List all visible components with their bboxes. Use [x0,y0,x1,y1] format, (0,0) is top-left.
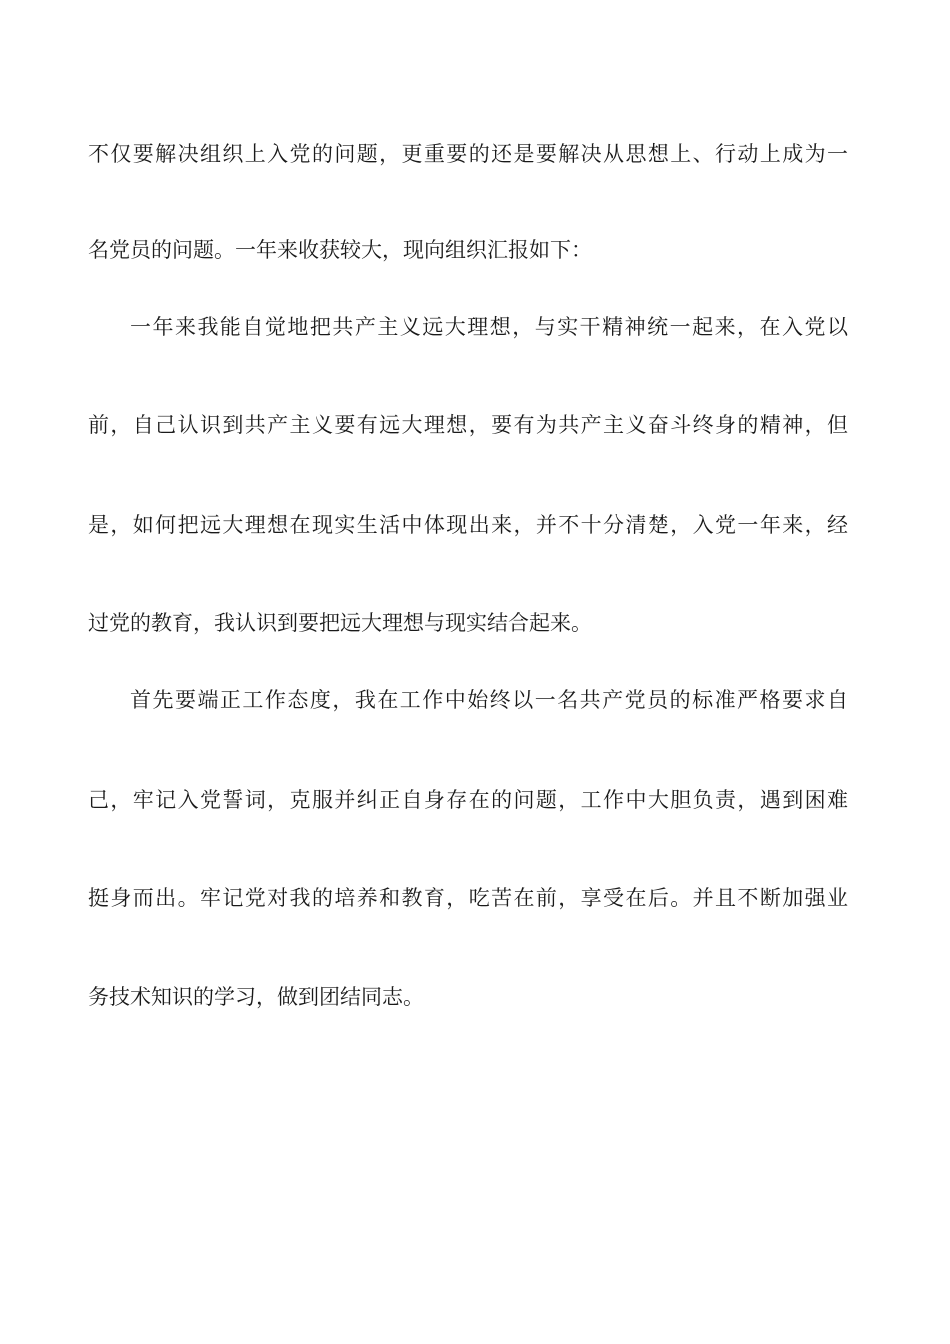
text-line: 己，牢记入党誓词，克服并纠正自身存在的问题，工作中大胆负责，遇到困难 [88,788,848,812]
text-line: 名党员的问题。一年来收获较大，现向组织汇报如下： [88,238,592,262]
text-line: 前，自己认识到共产主义要有远大理想，要有为共产主义奋斗终身的精神，但 [88,413,848,437]
text-line: 务技术知识的学习，做到团结同志。 [88,985,424,1009]
paragraph-first-line: 一年来我能自觉地把共产主义远大理想，与实干精神统一起来，在入党以 [130,315,848,339]
text-line: 过党的教育，我认识到要把远大理想与现实结合起来。 [88,611,592,635]
text-line: 不仅要解决组织上入党的问题，更重要的还是要解决从思想上、行动上成为一 [88,142,848,166]
text-line: 挺身而出。牢记党对我的培养和教育，吃苦在前，享受在后。并且不断加强业 [88,886,848,910]
paragraph-first-line: 首先要端正工作态度，我在工作中始终以一名共产党员的标准严格要求自 [130,688,848,712]
text-line: 是，如何把远大理想在现实生活中体现出来，并不十分清楚，入党一年来，经 [88,513,848,537]
